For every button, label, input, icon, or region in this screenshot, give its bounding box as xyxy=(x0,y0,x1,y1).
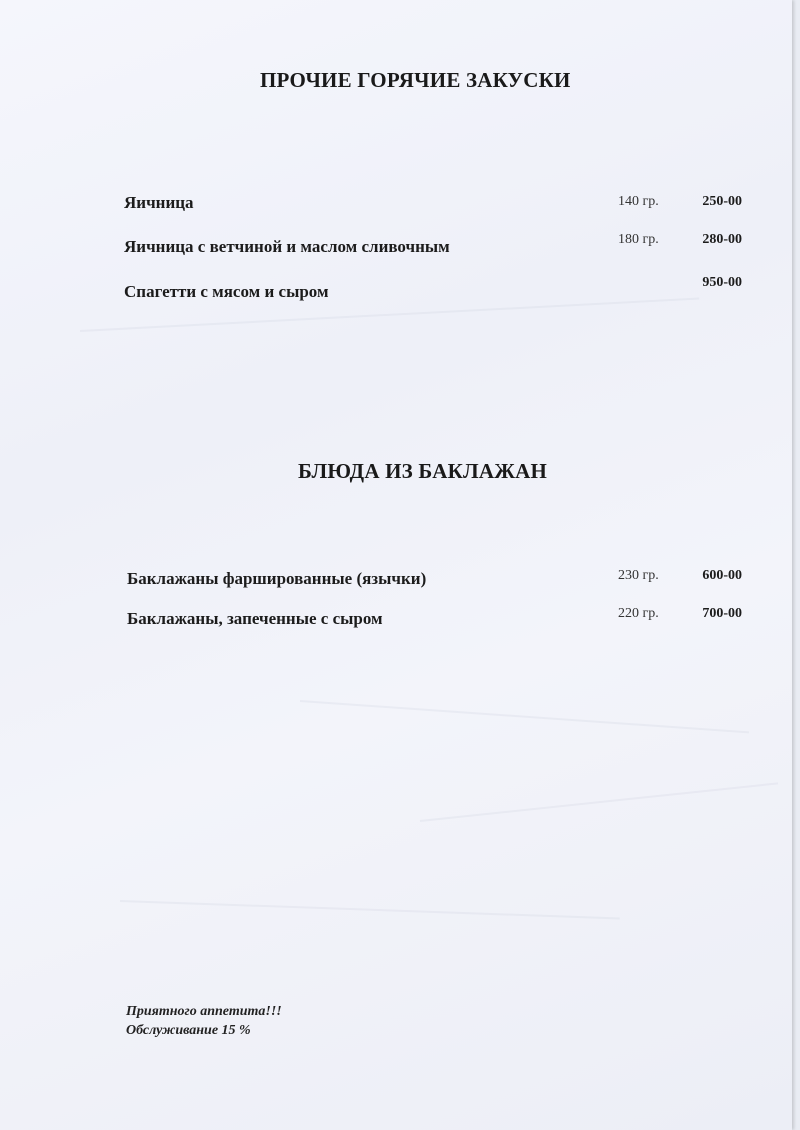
menu-item-name: Баклажаны, запеченные с сыром xyxy=(127,609,383,628)
menu-item-weight: 220 гр. xyxy=(618,606,659,621)
paper-crease xyxy=(80,298,699,332)
paper-crease xyxy=(120,900,620,919)
menu-item-weight: 140 гр. xyxy=(618,194,659,209)
menu-item-weight: 180 гр. xyxy=(618,232,659,247)
menu-item-name: Яичница с ветчиной и маслом сливочным xyxy=(124,237,450,256)
menu-item-name: Яичница xyxy=(124,193,194,212)
footer-service-charge: Обслуживание 15 % xyxy=(126,1023,251,1038)
menu-item-price: 700-00 xyxy=(702,606,742,621)
paper-crease xyxy=(420,782,778,822)
footer-bon-appetit: Приятного аппетита!!! xyxy=(126,1004,282,1019)
paper-crease xyxy=(300,700,749,733)
section-title-hot-snacks: ПРОЧИЕ ГОРЯЧИЕ ЗАКУСКИ xyxy=(260,68,571,92)
menu-item-weight: 230 гр. xyxy=(618,568,659,583)
menu-item-price: 280-00 xyxy=(702,232,742,247)
menu-item-name: Спагетти с мясом и сыром xyxy=(124,282,329,301)
menu-item-price: 250-00 xyxy=(702,194,742,209)
menu-item-name: Баклажаны фаршированные (язычки) xyxy=(127,569,427,588)
menu-item-price: 600-00 xyxy=(702,568,742,583)
menu-item-price: 950-00 xyxy=(702,275,742,290)
section-title-eggplant-dishes: БЛЮДА ИЗ БАКЛАЖАН xyxy=(298,459,548,483)
